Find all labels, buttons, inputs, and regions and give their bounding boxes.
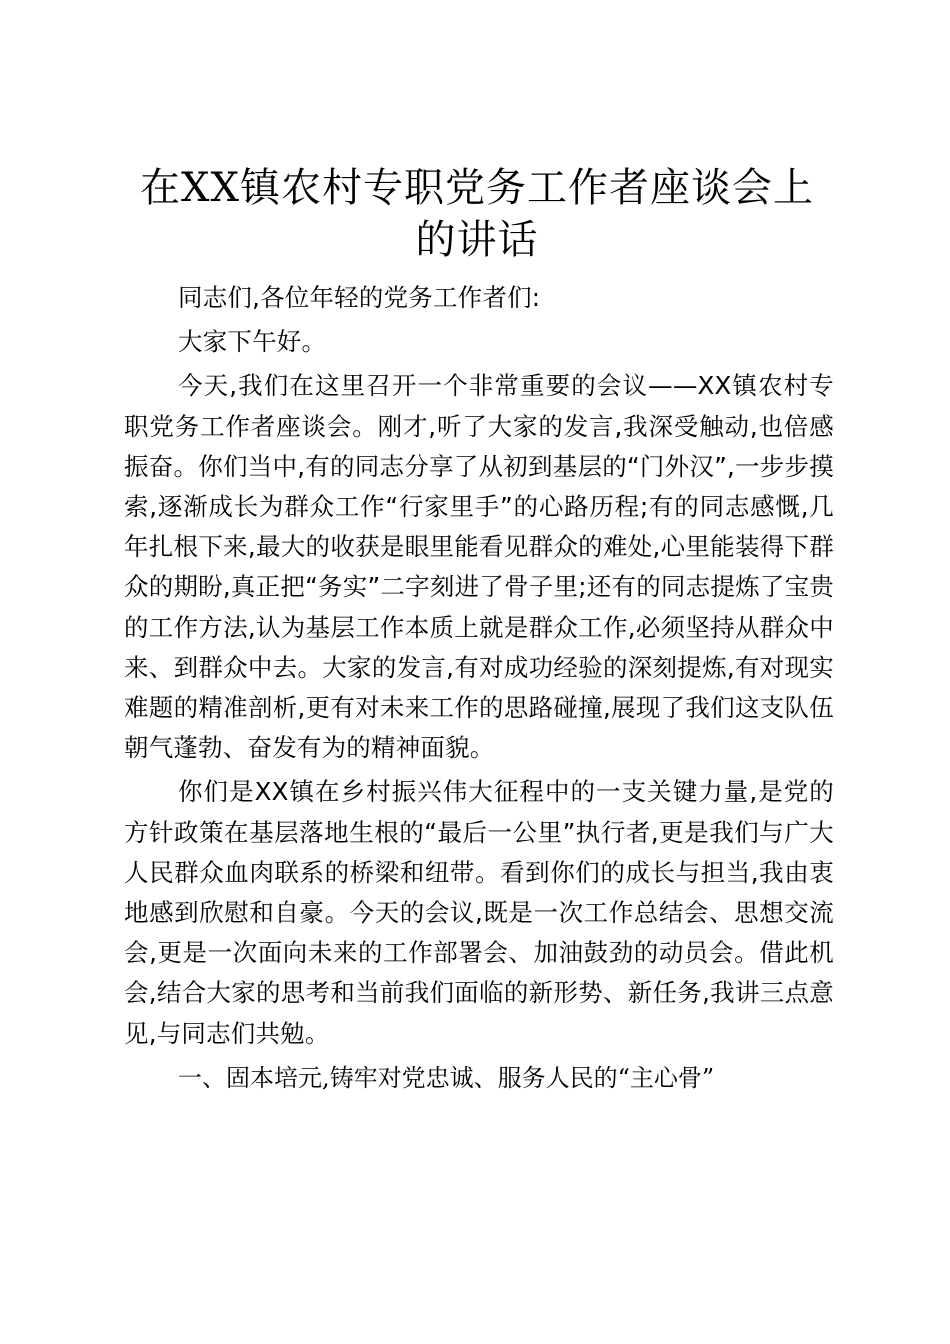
greeting-paragraph: 大家下午好。: [178, 327, 327, 357]
document-body: [124, 278, 834, 1098]
salutation-paragraph: 同志们,各位年轻的党务工作者们:: [178, 283, 541, 312]
document-title: 在XX镇农村专职党务工作者座谈会上的讲话: [140, 165, 814, 263]
section-heading: 一、固本培元,铸牢对党忠诚、服务人民的“主心骨”: [178, 1063, 715, 1092]
body-paragraph-meeting-review: 今天,我们在这里召开一个非常重要的会议——XX镇农村专职党务工作者座谈会。刚才,听了大家的发言,我深受触动,也倍感振奋。你们当中,有的同志分享了从初到基层的“门外汉”,一步步摸索,逐渐成长为群众工作“行家里手”的心路历程;有的同志感慨,几年扎根下来,最大的收获是眼里能看见群众的难处,心里能装得下群众的期盼,真正把“务实”二字刻进了骨子里;还有的同志提炼了宝贵的工作方法,认为基层工作本质上就是群众工作,必须坚持从群众中来、到群众中去。大家的发言,有对成功经验的深刻提炼,有对现实难题的精准剖析,更有对未来工作的思路碰撞,展现了我们这支队伍朝气蓬勃、奋发有为的精神面貌。: [124, 371, 834, 763]
body-paragraph-role: 你们是XX镇在乡村振兴伟大征程中的一支关键力量,是党的方针政策在基层落地生根的“最后一公里”执行者,更是我们与广大人民群众血肉联系的桥梁和纽带。看到你们的成长与担当,我由衷地感到欣慰和自豪。今天的会议,既是一次工作总结会、思想交流会,更是一次面向未来的工作部署会、加油鼓劲的动员会。借此机会,结合大家的思考和当前我们面临的新形势、新任务,我讲三点意见,与同志们共勉。: [124, 777, 834, 1048]
